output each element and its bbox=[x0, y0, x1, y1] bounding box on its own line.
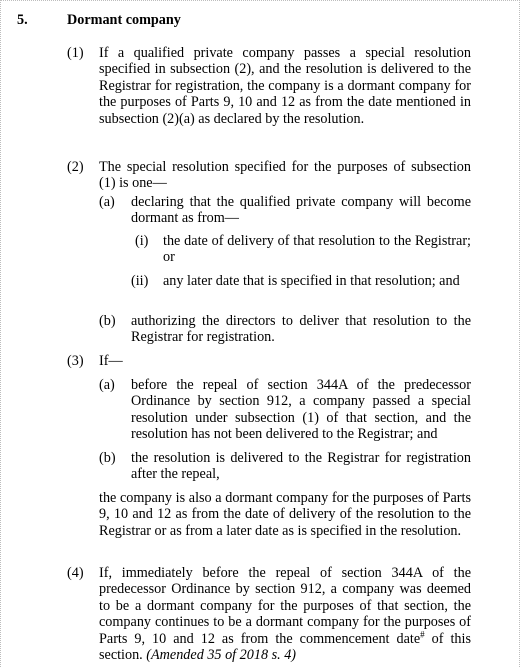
subsection-2-b-label: (b) bbox=[99, 313, 116, 329]
subsection-2-label: (2) bbox=[67, 159, 84, 175]
subsection-1-label: (1) bbox=[67, 45, 84, 61]
subsection-3-text: If— bbox=[99, 353, 123, 369]
subsection-3-label: (3) bbox=[67, 353, 84, 369]
subsection-2-b-text: authorizing the directors to deliver that resolution to the Registrar for registration. bbox=[131, 313, 471, 346]
subsection-3-b-label: (b) bbox=[99, 450, 116, 466]
subsection-2-a-ii-label: (ii) bbox=[131, 273, 149, 289]
subsection-2-a-ii-text: any later date that is specified in that resolution; and bbox=[163, 273, 460, 289]
subsection-4-after-marker: of this section. bbox=[99, 630, 471, 664]
commencement-footnote-marker[interactable]: # bbox=[420, 628, 425, 639]
subsection-2-a-text: declaring that the qualified private company will become dormant as from— bbox=[131, 194, 471, 227]
subsection-1-text: If a qualified private company passes a special resolution specified in subsection (2), and the resolution is delivered to the Registrar for registration, the company is a dormant company for the purposes of Parts 9, 10 and 12 as from the date mentioned in subsection (2)(a) as declared by the resolution. bbox=[99, 45, 471, 127]
subsection-2-a-label: (a) bbox=[99, 194, 115, 210]
subsection-2-a-i-text: the date of delivery of that resolution to the Registrar; or bbox=[163, 233, 471, 266]
subsection-4-label: (4) bbox=[67, 565, 84, 581]
subsection-4-body: If, immediately before the repeal of section 344A of the predecessor Ordinance by section 912, a company was deemed to be a dormant company for the purposes of that section, the company continues to be a dormant company for the purposes of Parts 9, 10 and 12 as from the commencement date bbox=[99, 565, 471, 647]
subsection-2-a-i-label: (i) bbox=[135, 233, 149, 249]
amendment-note: (Amended 35 of 2018 s. 4) bbox=[146, 647, 297, 664]
section-title: Dormant company bbox=[67, 12, 181, 28]
subsection-2-text: The special resolution specified for the purposes of subsection (1) is one— bbox=[99, 159, 471, 192]
subsection-4-text bbox=[99, 565, 471, 663]
subsection-3-b-text: the resolution is delivered to the Registrar for registration after the repeal, bbox=[131, 450, 471, 483]
subsection-3-tail-text: the company is also a dormant company for the purposes of Parts 9, 10 and 12 as from the date of delivery of the resolution to the Registrar or as from a later date as is specified in the resolution. bbox=[99, 490, 471, 539]
subsection-3-a-label: (a) bbox=[99, 377, 115, 393]
subsection-3-a-text: before the repeal of section 344A of the predecessor Ordinance by section 912, a company passed a special resolution under subsection (1) of that section, and the resolution has not been delivered to the Registrar; and bbox=[131, 377, 471, 443]
section-number: 5. bbox=[17, 12, 28, 28]
